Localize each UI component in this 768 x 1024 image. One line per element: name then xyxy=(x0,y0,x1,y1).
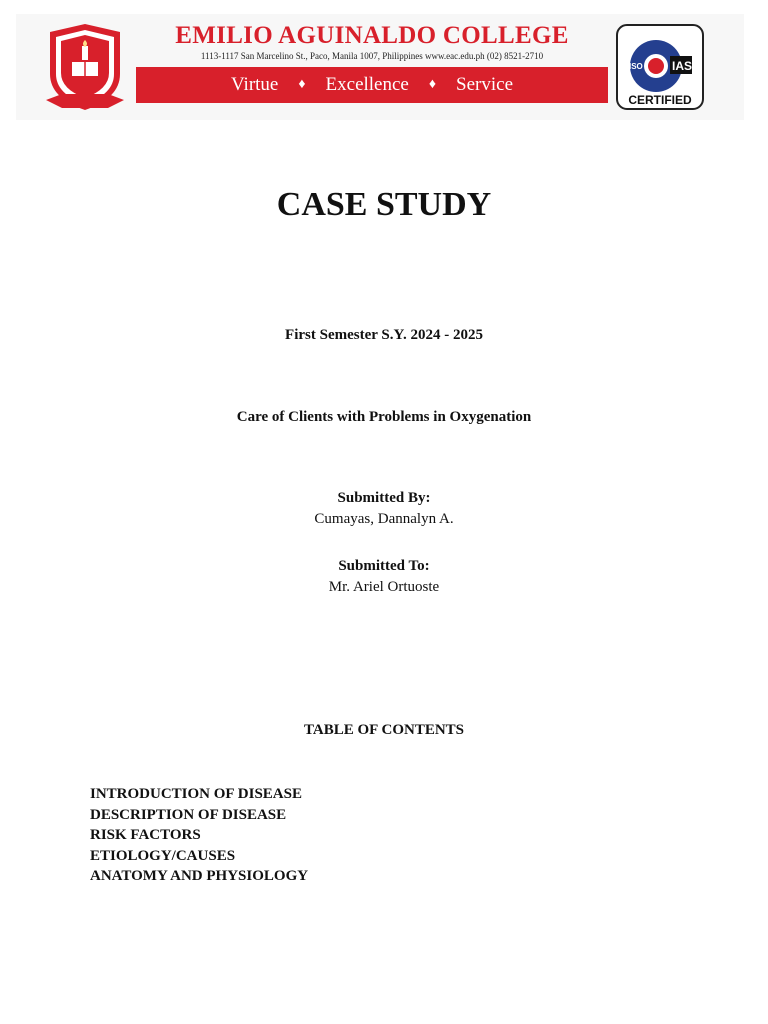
semester-line: First Semester S.Y. 2024 - 2025 xyxy=(285,327,483,343)
toc-item-anatomy: ANATOMY AND PHYSIOLOGY xyxy=(90,868,309,884)
toc-item-risk-factors: RISK FACTORS xyxy=(90,827,201,843)
toc-heading: TABLE OF CONTENTS xyxy=(303,722,465,738)
submitted-to-name: Mr. Ariel Ortuoste xyxy=(328,579,440,595)
toc-item-etiology: ETIOLOGY/CAUSES xyxy=(90,847,236,864)
toc-item-description: DESCRIPTION OF DISEASE xyxy=(90,806,287,823)
college-seal-logo xyxy=(44,22,126,114)
subject-title: Care of Clients with Problems in Oxygenation xyxy=(236,409,532,425)
submitted-to-label: Submitted To: xyxy=(338,558,430,574)
diamond-separator-icon: ♦ xyxy=(298,77,306,92)
iso-label: ISO xyxy=(629,62,643,71)
certified-label: CERTIFIED xyxy=(628,93,692,107)
diamond-separator-icon: ♦ xyxy=(428,77,437,92)
motto-virtue: Virtue xyxy=(230,74,279,95)
letterhead xyxy=(16,14,744,120)
motto-banner xyxy=(136,67,608,103)
document-title: CASE STUDY xyxy=(276,186,492,223)
toc-list xyxy=(90,784,308,887)
toc-item-introduction: INTRODUCTION OF DISEASE xyxy=(90,786,302,802)
motto-excellence: Excellence xyxy=(325,74,409,95)
motto-service: Service xyxy=(456,74,514,95)
iso-certified-badge xyxy=(616,24,704,110)
submitted-by-label: Submitted By: xyxy=(337,490,431,506)
submitted-by-name: Cumayas, Dannalyn A. xyxy=(314,511,454,527)
ias-label: IAS xyxy=(672,59,693,73)
college-address: 1113-1117 San Marcelino St., Paco, Manila 1007, Philippines www.eac.edu.ph (02) 8521-2710 xyxy=(200,51,544,61)
college-name: EMILIO AGUINALDO COLLEGE xyxy=(175,22,569,49)
